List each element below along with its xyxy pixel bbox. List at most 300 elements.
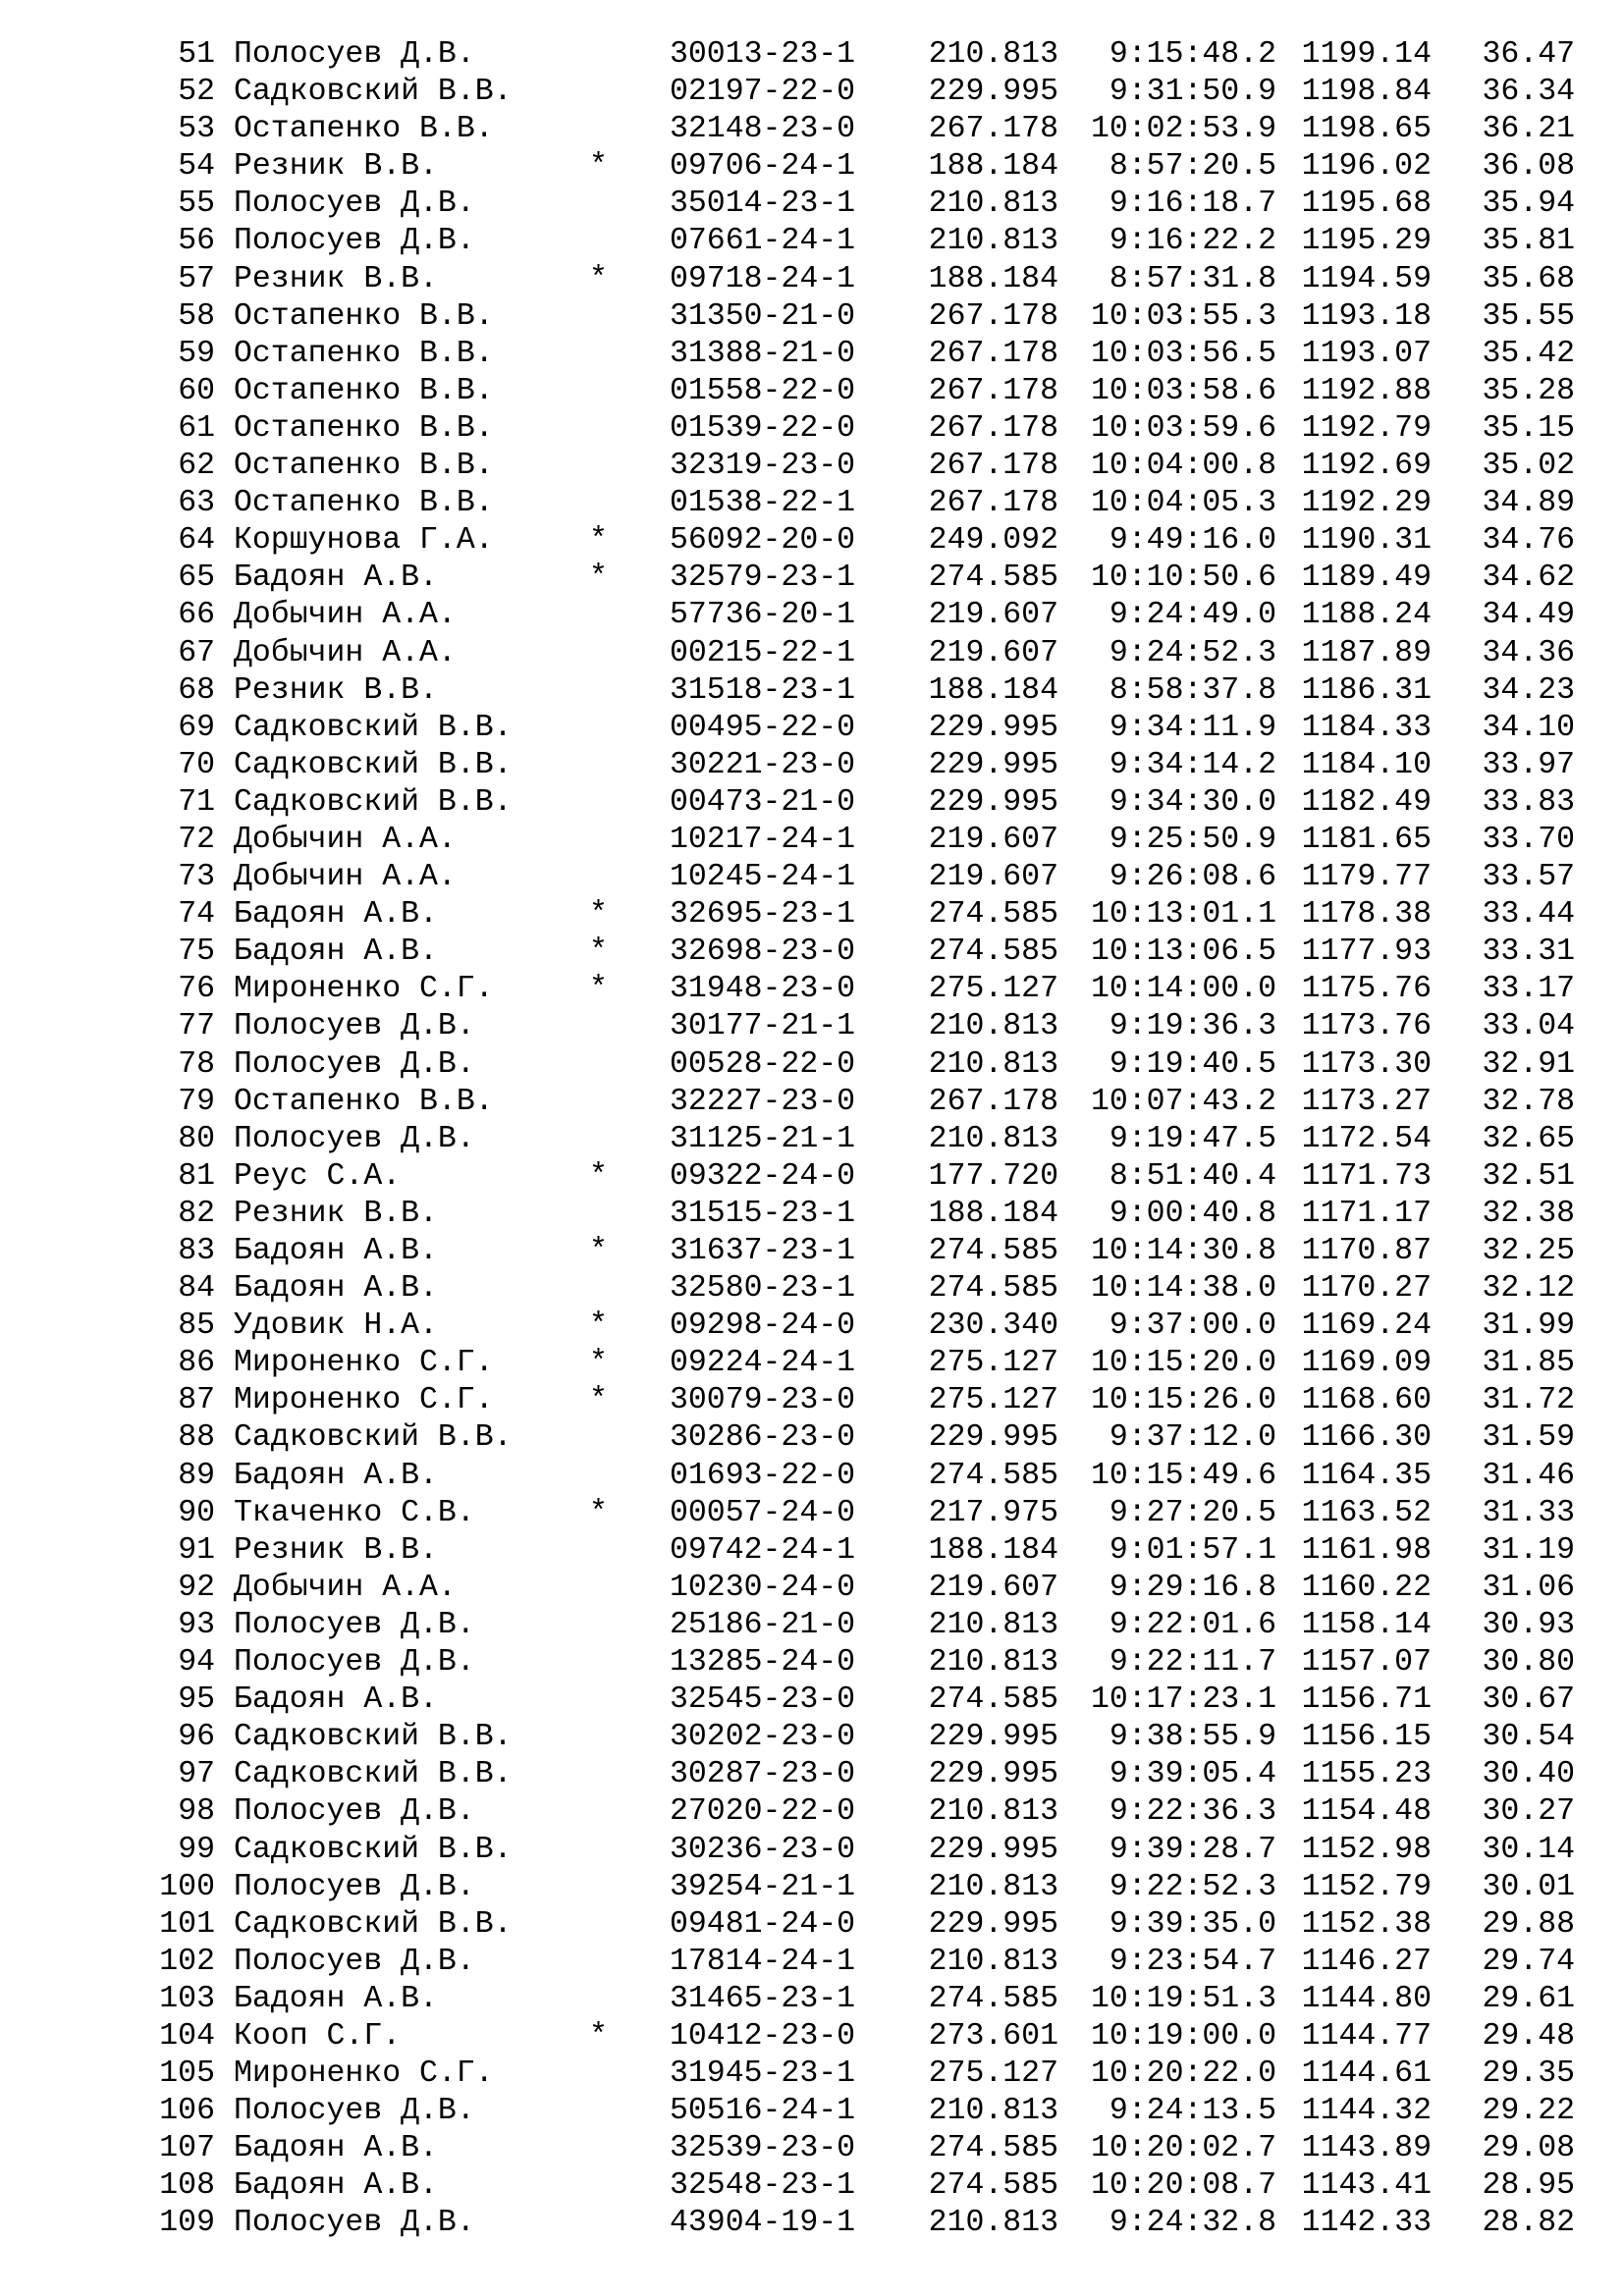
table-row xyxy=(0,784,1624,822)
ring-number-cell: 31125-21-1 xyxy=(670,1121,856,1156)
mark-cell xyxy=(571,373,670,410)
speed-cell: 1170.27 xyxy=(1301,1271,1432,1307)
ring-number-cell: 09224-24-1 xyxy=(670,1346,856,1381)
speed-cell: 1181.65 xyxy=(1301,822,1432,857)
name-cell: Добычин А.А. xyxy=(234,822,457,857)
table-row xyxy=(0,111,1624,148)
distance-cell: 274.585 xyxy=(928,897,1058,933)
speed-cell: 1186.31 xyxy=(1301,672,1432,708)
place-cell: 85 xyxy=(178,1308,215,1344)
distance-cell: 229.995 xyxy=(928,75,1058,110)
table-row xyxy=(0,1196,1624,1233)
table-row xyxy=(0,1308,1624,1345)
time-cell: 10:17:23.1 xyxy=(1090,1682,1276,1718)
name-cell: Бадоян А.В. xyxy=(234,897,438,933)
name-cell: Ткаченко С.В. xyxy=(234,1495,475,1530)
place-cell: 60 xyxy=(178,373,215,408)
name-cell: Остапенко В.В. xyxy=(234,298,494,334)
table-row xyxy=(0,1981,1624,2018)
time-cell: 8:51:40.4 xyxy=(1109,1158,1276,1194)
speed-cell: 1192.29 xyxy=(1301,486,1432,521)
ring-number-cell: 30221-23-0 xyxy=(670,747,856,782)
place-cell: 71 xyxy=(178,784,215,820)
distance-cell: 229.995 xyxy=(928,1757,1058,1792)
table-row xyxy=(0,410,1624,448)
mark-cell: * xyxy=(589,1383,608,1418)
place-cell: 57 xyxy=(178,261,215,296)
speed-cell: 1179.77 xyxy=(1301,860,1432,895)
points-cell: 32.91 xyxy=(1482,1046,1575,1082)
place-cell: 75 xyxy=(178,934,215,970)
speed-cell: 1177.93 xyxy=(1301,934,1432,970)
time-cell: 10:10:50.6 xyxy=(1090,561,1276,596)
time-cell: 10:20:02.7 xyxy=(1090,2131,1276,2166)
table-row xyxy=(0,1906,1624,1944)
time-cell: 9:24:52.3 xyxy=(1109,635,1276,670)
speed-cell: 1168.60 xyxy=(1301,1383,1432,1418)
ring-number-cell: 35014-23-1 xyxy=(670,187,856,222)
distance-cell: 267.178 xyxy=(928,486,1058,521)
ring-number-cell: 30287-23-0 xyxy=(670,1757,856,1792)
place-cell: 93 xyxy=(178,1607,215,1642)
mark-cell xyxy=(571,822,670,859)
ring-number-cell: 01539-22-0 xyxy=(670,410,856,446)
ring-number-cell: 32148-23-0 xyxy=(670,112,856,147)
ring-number-cell: 01538-22-1 xyxy=(670,486,856,521)
ring-number-cell: 27020-22-0 xyxy=(670,1794,856,1830)
place-cell: 94 xyxy=(178,1645,215,1681)
speed-cell: 1189.49 xyxy=(1301,561,1432,596)
points-cell: 32.12 xyxy=(1482,1271,1575,1307)
points-cell: 31.85 xyxy=(1482,1346,1575,1381)
place-cell: 103 xyxy=(159,1981,215,2016)
ring-number-cell: 00215-22-1 xyxy=(670,635,856,670)
speed-cell: 1193.18 xyxy=(1301,298,1432,334)
place-cell: 108 xyxy=(159,2168,215,2204)
time-cell: 9:16:22.2 xyxy=(1109,224,1276,259)
ring-number-cell: 39254-21-1 xyxy=(670,1869,856,1904)
table-row xyxy=(0,1233,1624,1270)
name-cell: Садковский В.В. xyxy=(234,747,513,782)
time-cell: 10:19:51.3 xyxy=(1090,1981,1276,2016)
place-cell: 104 xyxy=(159,2018,215,2054)
place-cell: 51 xyxy=(178,37,215,72)
ring-number-cell: 31637-23-1 xyxy=(670,1234,856,1268)
table-row xyxy=(0,298,1624,336)
time-cell: 9:39:35.0 xyxy=(1109,1906,1276,1942)
distance-cell: 267.178 xyxy=(928,373,1058,408)
ring-number-cell: 00495-22-0 xyxy=(670,710,856,745)
time-cell: 10:20:22.0 xyxy=(1090,2056,1276,2092)
distance-cell: 210.813 xyxy=(928,1869,1058,1904)
points-cell: 31.46 xyxy=(1482,1458,1575,1493)
points-cell: 33.83 xyxy=(1482,784,1575,820)
speed-cell: 1144.80 xyxy=(1301,1981,1432,2016)
mark-cell xyxy=(571,2056,670,2093)
ring-number-cell: 13285-24-0 xyxy=(670,1645,856,1681)
name-cell: Полосуев Д.В. xyxy=(234,224,475,259)
distance-cell: 188.184 xyxy=(928,261,1058,296)
place-cell: 92 xyxy=(178,1570,215,1605)
ring-number-cell: 01693-22-0 xyxy=(670,1458,856,1493)
name-cell: Удовик Н.А. xyxy=(234,1308,438,1344)
time-cell: 9:27:20.5 xyxy=(1109,1495,1276,1530)
points-cell: 36.08 xyxy=(1482,149,1575,185)
speed-cell: 1184.33 xyxy=(1301,710,1432,745)
name-cell: Реус С.А. xyxy=(234,1158,402,1194)
points-cell: 30.67 xyxy=(1482,1682,1575,1718)
place-cell: 107 xyxy=(159,2131,215,2166)
ring-number-cell: 32548-23-1 xyxy=(670,2168,856,2204)
points-cell: 30.27 xyxy=(1482,1794,1575,1830)
table-row xyxy=(0,1158,1624,1196)
distance-cell: 274.585 xyxy=(928,1682,1058,1718)
mark-cell xyxy=(571,1084,670,1121)
time-cell: 9:24:49.0 xyxy=(1109,598,1276,633)
mark-cell: * xyxy=(589,1234,608,1268)
points-cell: 32.51 xyxy=(1482,1158,1575,1194)
table-row xyxy=(0,148,1624,186)
mark-cell: * xyxy=(589,972,608,1007)
points-cell: 29.48 xyxy=(1482,2018,1575,2054)
distance-cell: 210.813 xyxy=(928,1046,1058,1082)
name-cell: Бадоян А.В. xyxy=(234,1234,438,1268)
mark-cell xyxy=(571,448,670,485)
table-row xyxy=(0,971,1624,1008)
ring-number-cell: 31945-23-1 xyxy=(670,2056,856,2092)
points-cell: 36.21 xyxy=(1482,112,1575,147)
points-cell: 33.97 xyxy=(1482,747,1575,782)
table-row xyxy=(0,1382,1624,1419)
distance-cell: 267.178 xyxy=(928,449,1058,484)
speed-cell: 1194.59 xyxy=(1301,261,1432,296)
place-cell: 59 xyxy=(178,336,215,371)
time-cell: 10:03:59.6 xyxy=(1090,410,1276,446)
name-cell: Бадоян А.В. xyxy=(234,1682,438,1718)
place-cell: 89 xyxy=(178,1458,215,1493)
points-cell: 31.99 xyxy=(1482,1308,1575,1344)
time-cell: 9:22:52.3 xyxy=(1109,1869,1276,1904)
points-cell: 35.42 xyxy=(1482,336,1575,371)
speed-cell: 1184.10 xyxy=(1301,747,1432,782)
time-cell: 9:25:50.9 xyxy=(1109,822,1276,857)
points-cell: 31.33 xyxy=(1482,1495,1575,1530)
time-cell: 9:19:40.5 xyxy=(1109,1046,1276,1082)
name-cell: Садковский В.В. xyxy=(234,784,513,820)
ring-number-cell: 31948-23-0 xyxy=(670,972,856,1007)
mark-cell xyxy=(571,1756,670,1793)
name-cell: Полосуев Д.В. xyxy=(234,2206,475,2241)
place-cell: 55 xyxy=(178,187,215,222)
speed-cell: 1144.32 xyxy=(1301,2094,1432,2129)
time-cell: 9:34:14.2 xyxy=(1109,747,1276,782)
place-cell: 73 xyxy=(178,860,215,895)
mark-cell xyxy=(571,1121,670,1158)
time-cell: 10:15:20.0 xyxy=(1090,1346,1276,1381)
points-cell: 31.19 xyxy=(1482,1532,1575,1568)
place-cell: 106 xyxy=(159,2094,215,2129)
points-cell: 35.02 xyxy=(1482,449,1575,484)
mark-cell: * xyxy=(589,1346,608,1381)
name-cell: Мироненко С.Г. xyxy=(234,972,494,1007)
time-cell: 10:03:56.5 xyxy=(1090,336,1276,371)
points-cell: 30.01 xyxy=(1482,1869,1575,1904)
points-cell: 29.61 xyxy=(1482,1981,1575,2016)
distance-cell: 275.127 xyxy=(928,972,1058,1007)
speed-cell: 1172.54 xyxy=(1301,1121,1432,1156)
distance-cell: 210.813 xyxy=(928,1645,1058,1681)
name-cell: Садковский В.В. xyxy=(234,1832,513,1867)
name-cell: Бадоян А.В. xyxy=(234,561,438,596)
speed-cell: 1164.35 xyxy=(1301,1458,1432,1493)
place-cell: 99 xyxy=(178,1832,215,1867)
points-cell: 33.57 xyxy=(1482,860,1575,895)
time-cell: 9:16:18.7 xyxy=(1109,187,1276,222)
speed-cell: 1169.24 xyxy=(1301,1308,1432,1344)
points-cell: 33.17 xyxy=(1482,972,1575,1007)
ring-number-cell: 30202-23-0 xyxy=(670,1720,856,1755)
ring-number-cell: 10217-24-1 xyxy=(670,822,856,857)
name-cell: Остапенко В.В. xyxy=(234,373,494,408)
name-cell: Остапенко В.В. xyxy=(234,112,494,147)
ring-number-cell: 32695-23-1 xyxy=(670,897,856,933)
points-cell: 29.35 xyxy=(1482,2056,1575,2092)
mark-cell xyxy=(571,2130,670,2167)
distance-cell: 274.585 xyxy=(928,1981,1058,2016)
place-cell: 84 xyxy=(178,1271,215,1307)
name-cell: Мироненко С.Г. xyxy=(234,1383,494,1418)
time-cell: 9:19:36.3 xyxy=(1109,1009,1276,1044)
place-cell: 91 xyxy=(178,1532,215,1568)
speed-cell: 1195.29 xyxy=(1301,224,1432,259)
table-row xyxy=(0,522,1624,560)
distance-cell: 210.813 xyxy=(928,37,1058,72)
distance-cell: 229.995 xyxy=(928,747,1058,782)
name-cell: Остапенко В.В. xyxy=(234,486,494,521)
ring-number-cell: 01558-22-0 xyxy=(670,373,856,408)
table-row xyxy=(0,1793,1624,1831)
mark-cell xyxy=(571,1944,670,1981)
time-cell: 9:39:05.4 xyxy=(1109,1757,1276,1792)
points-cell: 29.08 xyxy=(1482,2131,1575,2166)
speed-cell: 1187.89 xyxy=(1301,635,1432,670)
distance-cell: 229.995 xyxy=(928,784,1058,820)
speed-cell: 1155.23 xyxy=(1301,1757,1432,1792)
table-row xyxy=(0,672,1624,710)
distance-cell: 267.178 xyxy=(928,336,1058,371)
time-cell: 10:14:00.0 xyxy=(1090,972,1276,1007)
speed-cell: 1173.27 xyxy=(1301,1084,1432,1119)
speed-cell: 1171.73 xyxy=(1301,1158,1432,1194)
mark-cell xyxy=(571,1607,670,1644)
ring-number-cell: 50516-24-1 xyxy=(670,2094,856,2129)
table-row xyxy=(0,1419,1624,1457)
name-cell: Садковский В.В. xyxy=(234,1906,513,1942)
time-cell: 10:15:26.0 xyxy=(1090,1383,1276,1418)
name-cell: Полосуев Д.В. xyxy=(234,1009,475,1044)
time-cell: 9:37:12.0 xyxy=(1109,1420,1276,1456)
distance-cell: 229.995 xyxy=(928,710,1058,745)
mark-cell: * xyxy=(589,1308,608,1344)
table-row xyxy=(0,1046,1624,1084)
speed-cell: 1156.71 xyxy=(1301,1682,1432,1718)
speed-cell: 1152.98 xyxy=(1301,1832,1432,1867)
table-row xyxy=(0,560,1624,597)
place-cell: 65 xyxy=(178,561,215,596)
table-row xyxy=(0,1532,1624,1570)
speed-cell: 1178.38 xyxy=(1301,897,1432,933)
time-cell: 9:01:57.1 xyxy=(1109,1532,1276,1568)
points-cell: 31.06 xyxy=(1482,1570,1575,1605)
ring-number-cell: 32580-23-1 xyxy=(670,1271,856,1307)
ring-number-cell: 31518-23-1 xyxy=(670,672,856,708)
table-row xyxy=(0,1345,1624,1382)
distance-cell: 188.184 xyxy=(928,149,1058,185)
mark-cell: * xyxy=(589,934,608,970)
speed-cell: 1160.22 xyxy=(1301,1570,1432,1605)
table-row xyxy=(0,859,1624,896)
speed-cell: 1182.49 xyxy=(1301,784,1432,820)
name-cell: Резник В.В. xyxy=(234,149,438,185)
time-cell: 8:57:20.5 xyxy=(1109,149,1276,185)
time-cell: 9:49:16.0 xyxy=(1109,523,1276,559)
speed-cell: 1154.48 xyxy=(1301,1794,1432,1830)
speed-cell: 1171.17 xyxy=(1301,1196,1432,1231)
time-cell: 9:23:54.7 xyxy=(1109,1944,1276,1979)
time-cell: 9:26:08.6 xyxy=(1109,860,1276,895)
ring-number-cell: 30236-23-0 xyxy=(670,1832,856,1867)
distance-cell: 229.995 xyxy=(928,1420,1058,1456)
time-cell: 9:39:28.7 xyxy=(1109,1832,1276,1867)
name-cell: Добычин А.А. xyxy=(234,635,457,670)
mark-cell xyxy=(571,597,670,634)
ring-number-cell: 09481-24-0 xyxy=(670,1906,856,1942)
place-cell: 77 xyxy=(178,1009,215,1044)
table-row xyxy=(0,1682,1624,1719)
speed-cell: 1156.15 xyxy=(1301,1720,1432,1755)
mark-cell xyxy=(571,635,670,672)
distance-cell: 210.813 xyxy=(928,1607,1058,1642)
name-cell: Садковский В.В. xyxy=(234,1757,513,1792)
distance-cell: 210.813 xyxy=(928,187,1058,222)
place-cell: 100 xyxy=(159,1869,215,1904)
distance-cell: 273.601 xyxy=(928,2018,1058,2054)
name-cell: Бадоян А.В. xyxy=(234,934,438,970)
table-row xyxy=(0,1869,1624,1906)
place-cell: 52 xyxy=(178,75,215,110)
points-cell: 32.25 xyxy=(1482,1234,1575,1268)
points-cell: 34.76 xyxy=(1482,523,1575,559)
points-cell: 28.82 xyxy=(1482,2206,1575,2241)
time-cell: 9:00:40.8 xyxy=(1109,1196,1276,1231)
place-cell: 83 xyxy=(178,1234,215,1268)
distance-cell: 274.585 xyxy=(928,1458,1058,1493)
place-cell: 53 xyxy=(178,112,215,147)
points-cell: 34.89 xyxy=(1482,486,1575,521)
name-cell: Остапенко В.В. xyxy=(234,449,494,484)
place-cell: 79 xyxy=(178,1084,215,1119)
table-row xyxy=(0,448,1624,485)
place-cell: 87 xyxy=(178,1383,215,1418)
mark-cell xyxy=(571,1793,670,1831)
time-cell: 9:24:13.5 xyxy=(1109,2094,1276,2129)
points-cell: 28.95 xyxy=(1482,2168,1575,2204)
mark-cell: * xyxy=(589,1158,608,1194)
name-cell: Бадоян А.В. xyxy=(234,1458,438,1493)
place-cell: 80 xyxy=(178,1121,215,1156)
name-cell: Садковский В.В. xyxy=(234,1720,513,1755)
time-cell: 10:03:58.6 xyxy=(1090,373,1276,408)
distance-cell: 210.813 xyxy=(928,224,1058,259)
ring-number-cell: 10245-24-1 xyxy=(670,860,856,895)
table-row xyxy=(0,747,1624,784)
distance-cell: 274.585 xyxy=(928,934,1058,970)
ring-number-cell: 09298-24-0 xyxy=(670,1308,856,1344)
mark-cell xyxy=(571,1008,670,1045)
table-row xyxy=(0,1458,1624,1495)
distance-cell: 219.607 xyxy=(928,822,1058,857)
time-cell: 9:34:11.9 xyxy=(1109,710,1276,745)
mark-cell: * xyxy=(589,2018,608,2054)
name-cell: Добычин А.А. xyxy=(234,860,457,895)
name-cell: Остапенко В.В. xyxy=(234,410,494,446)
speed-cell: 1169.09 xyxy=(1301,1346,1432,1381)
table-row xyxy=(0,1121,1624,1158)
table-row xyxy=(0,1832,1624,1869)
place-cell: 76 xyxy=(178,972,215,1007)
table-row xyxy=(0,1008,1624,1045)
time-cell: 8:58:37.8 xyxy=(1109,672,1276,708)
distance-cell: 210.813 xyxy=(928,1009,1058,1044)
place-cell: 56 xyxy=(178,224,215,259)
place-cell: 88 xyxy=(178,1420,215,1456)
table-row xyxy=(0,485,1624,522)
name-cell: Полосуев Д.В. xyxy=(234,1645,475,1681)
points-cell: 33.04 xyxy=(1482,1009,1575,1044)
speed-cell: 1192.79 xyxy=(1301,410,1432,446)
distance-cell: 229.995 xyxy=(928,1720,1058,1755)
mark-cell xyxy=(571,223,670,260)
table-row xyxy=(0,186,1624,223)
distance-cell: 210.813 xyxy=(928,1794,1058,1830)
table-row xyxy=(0,2205,1624,2242)
table-row xyxy=(0,896,1624,934)
ring-number-cell: 32579-23-1 xyxy=(670,561,856,596)
name-cell: Полосуев Д.В. xyxy=(234,1607,475,1642)
points-cell: 29.22 xyxy=(1482,2094,1575,2129)
ring-number-cell: 32319-23-0 xyxy=(670,449,856,484)
mark-cell xyxy=(571,298,670,336)
place-cell: 64 xyxy=(178,523,215,559)
speed-cell: 1143.41 xyxy=(1301,2168,1432,2204)
place-cell: 62 xyxy=(178,449,215,484)
name-cell: Бадоян А.В. xyxy=(234,1271,438,1307)
ring-number-cell: 09742-24-1 xyxy=(670,1532,856,1568)
mark-cell: * xyxy=(589,261,608,296)
table-row xyxy=(0,1495,1624,1532)
mark-cell xyxy=(571,1906,670,1944)
speed-cell: 1161.98 xyxy=(1301,1532,1432,1568)
table-row xyxy=(0,635,1624,672)
place-cell: 61 xyxy=(178,410,215,446)
table-row xyxy=(0,74,1624,111)
speed-cell: 1144.61 xyxy=(1301,2056,1432,2092)
time-cell: 9:38:55.9 xyxy=(1109,1720,1276,1755)
time-cell: 9:22:36.3 xyxy=(1109,1794,1276,1830)
place-cell: 82 xyxy=(178,1196,215,1231)
mark-cell xyxy=(571,1458,670,1495)
time-cell: 10:04:05.3 xyxy=(1090,486,1276,521)
